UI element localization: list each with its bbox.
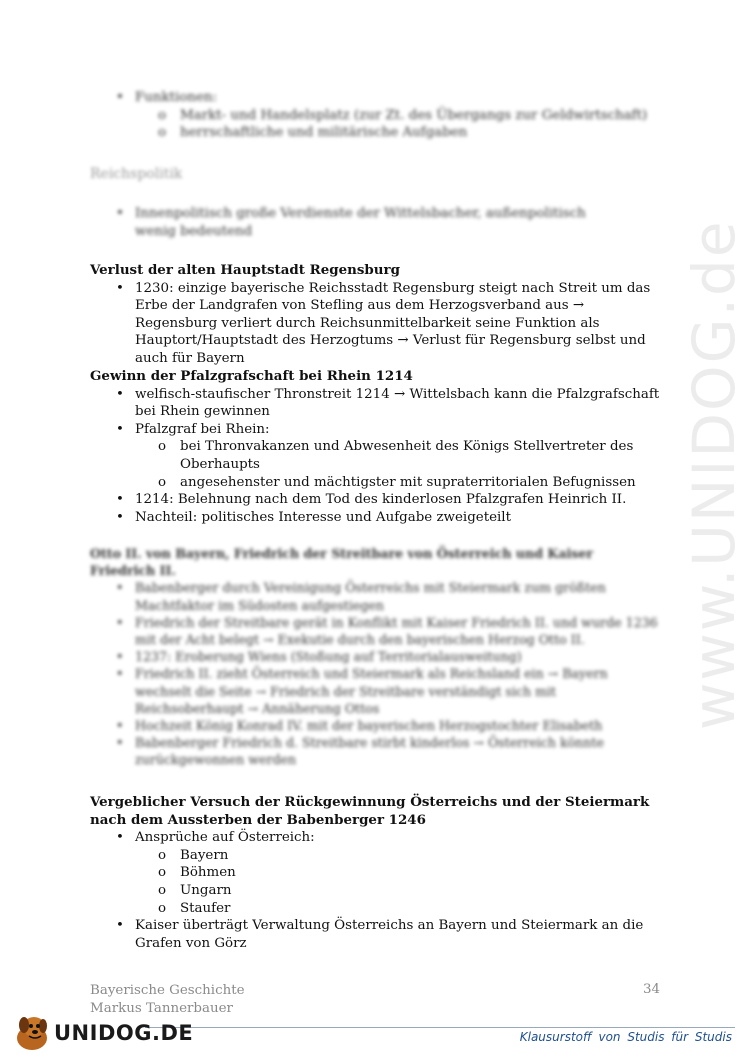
section-heading: Verlust der alten Hauptstadt Regensburg — [90, 262, 400, 278]
section-rueckgewinnung — [90, 794, 660, 952]
footer-title: Bayerische Geschichte — [90, 983, 245, 998]
section-otto — [90, 545, 660, 769]
list-item: • Babenberger Friedrich d. Streitbare stirbt kinderlos → Österreich könnte zurückgewonnen werden — [90, 734, 660, 768]
sub-list-item: o Böhmen — [90, 864, 660, 882]
sub-list-item: o herrschaftliche und militärische Aufgaben — [90, 124, 660, 142]
list-item: • Pfalzgraf bei Rhein: — [90, 421, 660, 439]
list-item: • Kaiser überträgt Verwaltung Österreichs an Bayern und Steiermark an die Grafen von Görz — [90, 917, 660, 952]
sub-list-item: o bei Thronvakanzen und Abwesenheit des Königs Stellvertreter des Oberhaupts — [90, 438, 660, 473]
section-regensburg — [90, 262, 660, 368]
watermark: www.UNIDOG.de — [680, 219, 748, 730]
logo-text: UNIDOG.DE — [54, 1021, 194, 1045]
page-number: 34 — [643, 982, 661, 997]
list-item: • 1214: Belehnung nach dem Tod des kinderlosen Pfalzgrafen Heinrich II. — [90, 491, 660, 509]
sub-list-item: o Ungarn — [90, 882, 660, 900]
sub-list-item: o Staufer — [90, 900, 660, 918]
section-pfalzgrafschaft — [90, 368, 660, 526]
list-item: • Hochzeit König Konrad IV. mit der bayerischen Herzogstochter Elisabeth — [90, 717, 660, 734]
sub-list-item: o Markt- und Handelsplatz (zur Zt. des Übergangs zur Geldwirtschaft) — [90, 107, 660, 125]
sub-list-item: o Bayern — [90, 847, 660, 865]
section-reichspolitik — [90, 205, 630, 240]
section-heading: Gewinn der Pfalzgrafschaft bei Rhein 1214 — [90, 368, 413, 384]
list-item: • 1230: einzige bayerische Reichsstadt Regensburg steigt nach Streit um das Erbe der Landgrafen von Stefling aus dem Herzogsverband aus → Regensburg verliert durch Reichsunmittelbarkeit seine Funktion als Hauptort/Hauptstadt des Herzogtums → Verlust für Regensburg selbst und auch für Bayern — [90, 280, 660, 368]
list-item: • 1237: Eroberung Wiens (Stoßung auf Territorialausweitung) — [90, 648, 660, 665]
unidog-logo — [12, 1013, 194, 1053]
sub-list-item: o angesehenster und mächtigster mit supraterritorialen Befugnissen — [90, 474, 660, 492]
list-item: • Friedrich II. zieht Österreich und Steiermark als Reichsland ein → Bayern wechselt die Seite → Friedrich der Streitbare verständigt sich mit Reichsoberhaupt → Annäherung Ottos — [90, 665, 660, 717]
footer-slogan: Klausurstoff von Studis für Studis — [519, 1030, 732, 1044]
dog-icon — [12, 1013, 54, 1053]
list-item: • welfisch-staufischer Thronstreit 1214 → Wittelsbach kann die Pfalzgrafschaft bei Rhein gewinnen — [90, 386, 660, 421]
section-funktionen — [90, 89, 660, 142]
list-item: • Friedrich der Streitbare gerät in Konflikt mit Kaiser Friedrich II. und wurde 1236 mit der Acht belegt → Exekutie durch den bayerischen Herzog Otto II. — [90, 614, 660, 648]
list-item: • Ansprüche auf Österreich: — [90, 829, 660, 847]
list-item: • Babenberger durch Vereinigung Österreichs mit Steiermark zum größten Machtfaktor im Südosten aufgestiegen — [90, 579, 660, 613]
list-item: • Innenpolitisch große Verdienste der Wittelsbacher, außenpolitisch wenig bedeutend — [90, 205, 630, 240]
footer-author: Markus Tannerbauer — [90, 1001, 233, 1016]
footer-divider — [145, 1027, 735, 1028]
section-heading: Otto II. von Bayern, Friedrich der Streitbare von Österreich und Kaiser Friedrich II. — [90, 546, 594, 579]
section-heading-reichspolitik: Reichspolitik — [90, 166, 183, 182]
list-item: • Funktionen: — [90, 89, 660, 107]
section-heading: Vergeblicher Versuch der Rückgewinnung Österreichs und der Steiermark nach dem Aussterben der Babenberger 1246 — [90, 794, 650, 828]
list-item: • Nachteil: politisches Interesse und Aufgabe zweigeteilt — [90, 509, 660, 527]
